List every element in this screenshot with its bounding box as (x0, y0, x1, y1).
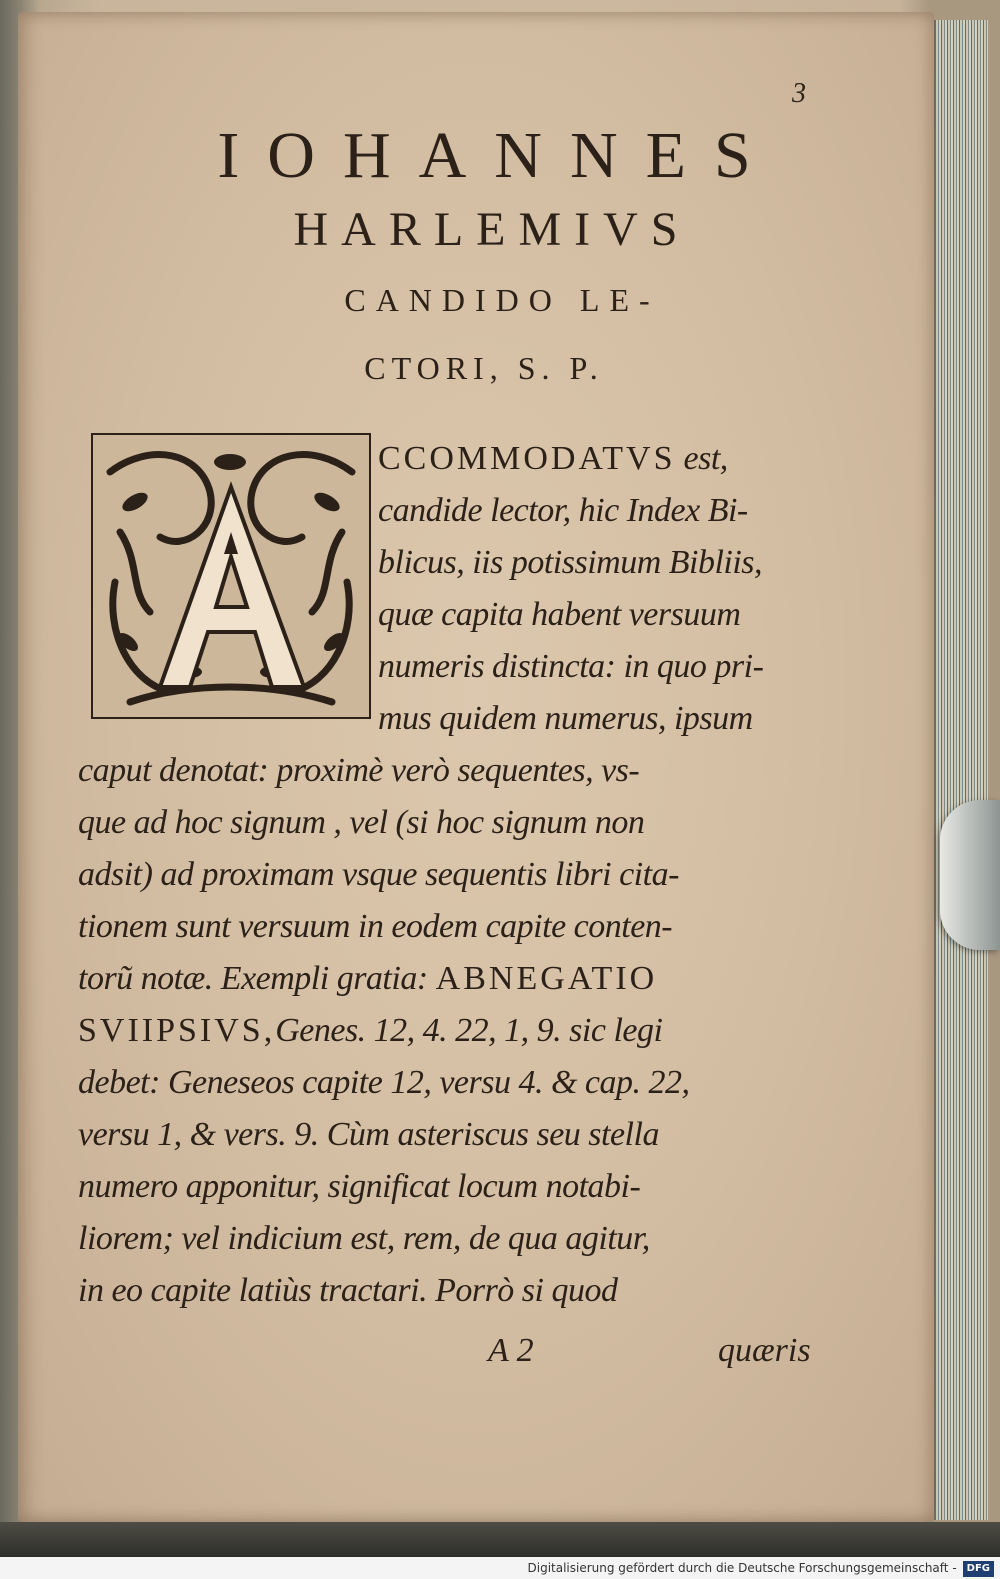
decorated-initial-a-icon (90, 432, 372, 720)
title-line-1: IOHANNES (217, 119, 779, 192)
title-line-3: CANDIDO LE- (344, 282, 660, 318)
text-line: in eo capite latiùs tractari. Porrò si quod (78, 1272, 618, 1309)
smallcaps-word: ABNEGATIO (435, 960, 658, 997)
title-line-4: CTORI, S. P. (364, 350, 604, 386)
text-line-part: torũ notæ. Exempli gratia: (78, 960, 428, 997)
catchword: quæris (718, 1332, 811, 1369)
text-line: caput denotat: proximè verò sequentes, vs- (78, 752, 640, 789)
text-line: candide lector, hic Index Bi- (378, 492, 748, 529)
text-line: tionem sunt versuum in eodem capite conten- (78, 908, 673, 945)
text-line: numero apponitur, significat locum notabi- (78, 1168, 641, 1205)
page-number: 3 (792, 78, 806, 109)
text-line: numeris distincta: in quo pri- (378, 648, 764, 685)
text-line: quæ capita habent versuum (378, 596, 741, 633)
text-line: mus quidem numerus, ipsum (378, 700, 753, 737)
title-line-2: HARLEMIVS (293, 203, 691, 256)
text-line-part: Genes. 12, 4. 22, 1, 9. sic legi (275, 1012, 663, 1049)
credit-text: Digitalisierung gefördert durch die Deutsche Forschungsgemeinschaft - (527, 1561, 957, 1575)
digitization-credit-bar (0, 1557, 1000, 1579)
text-line: que ad hoc signum , vel (si hoc signum non (78, 804, 645, 841)
text-line-with-smallcaps (78, 1012, 662, 1050)
signature-mark: A 2 (488, 1332, 534, 1369)
opening-word-end: est, (683, 440, 728, 477)
text-line: debet: Geneseos capite 12, versu 4. & cap. 22, (78, 1064, 690, 1101)
text-line: adsit) ad proximam vsque sequentis libri cita- (78, 856, 679, 893)
text-line-with-smallcaps (78, 960, 657, 998)
opening-capitals: CCOMMODATVS (378, 440, 676, 477)
smallcaps-word: SVIIPSIVS, (78, 1012, 276, 1049)
text-line: blicus, iis potissimum Bibliis, (378, 544, 763, 581)
page-clip (940, 800, 1000, 950)
dfg-logo-icon: DFG (963, 1561, 994, 1577)
text-line: liorem; vel indicium est, rem, de qua agitur, (78, 1220, 650, 1257)
scan-bottom-edge (0, 1522, 1000, 1557)
book-fore-edge (934, 20, 988, 1520)
text-line: versu 1, & vers. 9. Cùm asteriscus seu stella (78, 1116, 659, 1153)
first-text-line (378, 440, 728, 478)
book-page (18, 12, 934, 1522)
